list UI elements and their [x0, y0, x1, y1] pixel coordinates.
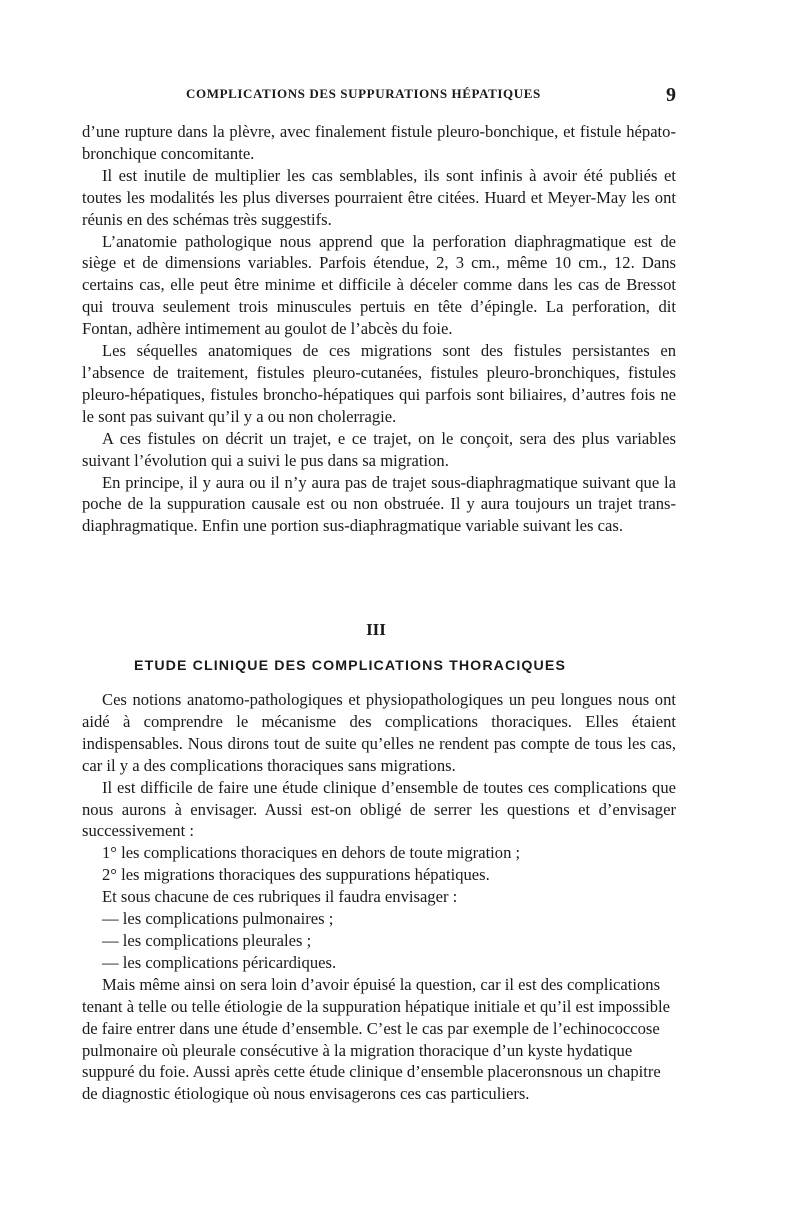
list-item: 2° les migrations thoraciques des suppurations hépatiques.	[102, 865, 490, 885]
section-number: III	[366, 620, 386, 639]
paragraph: Mais même ainsi on sera loin d’avoir épuisé la question, car il est des complications tenant à telle ou telle étiologie de la suppuration hépatique initiale et qu’il est impossible de faire entrer dans une étude d’ensemble. C’est le cas par exemple de l’echinococcose pulmonaire où pleurale consécutive à la migration thoracique d’un kyste hydatique suppuré du foie. Aussi après cette étude clinique d’ensemble placeronsnous un chapitre de diagnostic étiologique où nous envisagerons ces cas particuliers.	[82, 974, 670, 1104]
paragraph: Il est difficile de faire une étude clinique d’ensemble de toutes ces complications que nous aurons à envisager. Aussi est-on obligé de serrer les questions et d’envisager successivement :	[82, 777, 676, 841]
header-title: COMPLICATIONS DES SUPPURATIONS HÉPATIQUES	[186, 86, 541, 101]
list-item: — les complications péricardiques.	[102, 952, 337, 972]
section-one-text	[82, 121, 676, 537]
section-title: ETUDE CLINIQUE DES COMPLICATIONS THORACIQUES	[134, 658, 567, 674]
running-header	[0, 84, 800, 108]
list-item: — les complications pleurales ;	[102, 930, 312, 950]
paragraph: Il est inutile de multiplier les cas semblables, ils sont infinis à avoir été publiés et toutes les modalités les plus diverses pourraient être citées. Huard et Meyer-May les ont réunis en des schémas très suggestifs.	[82, 165, 676, 229]
section-two-text	[82, 689, 676, 1105]
paragraph: A ces fistules on décrit un trajet, e ce trajet, on le conçoit, sera des plus variables suivant l’évolution qui a suivi le pus dans sa migration.	[82, 428, 676, 470]
paragraph: L’anatomie pathologique nous apprend que la perforation diaphragmatique est de siège et de dimensions variables. Parfois étendue, 2, 3 cm., même 10 cm., 12. Dans certains cas, elle peut être minime et difficile à déceler comme dans les cas de Bressot qui trouva seulement trois minuscules pertuis en tête d’épingle. La perforation, dit Fontan, adhère intimement au goulot de l’abcès du foie.	[82, 231, 676, 339]
list-item: — les complications pulmonaires ;	[102, 909, 334, 929]
list-item: Et sous chacune de ces rubriques il faudra envisager :	[102, 887, 458, 907]
paragraph: En principe, il y aura ou il n’y aura pas de trajet sous-diaphragmatique suivant que la poche de la suppuration causale est ou non obstruée. Il y aura toujours un trajet trans-diaphragmatique. Enfin une portion sus-diaphragmatique variable suivant les cas.	[82, 472, 676, 536]
page-number: 9	[666, 84, 676, 106]
paragraph: Ces notions anatomo-pathologiques et physiopathologiques un peu longues nous ont aidé à comprendre le mécanisme des complications thoraciques. Elles étaient indispensables. Nous dirons tout de suite qu’elles ne rendent pas compte de tous les cas, car il y a des complications thoraciques sans migrations.	[82, 690, 676, 775]
list-item: 1° les complications thoraciques en dehors de toute migration ;	[102, 843, 521, 863]
paragraph: Les séquelles anatomiques de ces migrations sont des fistules persistantes en l’absence de traitement, fistules pleuro-cutanées, fistules pleuro-bronchiques, fistules pleuro-hépatiques, fistules broncho-hépatiques qui parfois sont biliaires, d’autres fois ne le sont pas suivant qu’il y a ou non cholerragie.	[82, 341, 676, 426]
paragraph: d’une rupture dans la plèvre, avec finalement fistule pleuro-bonchique, et fistule hépato-bronchique concomitante.	[82, 122, 676, 163]
